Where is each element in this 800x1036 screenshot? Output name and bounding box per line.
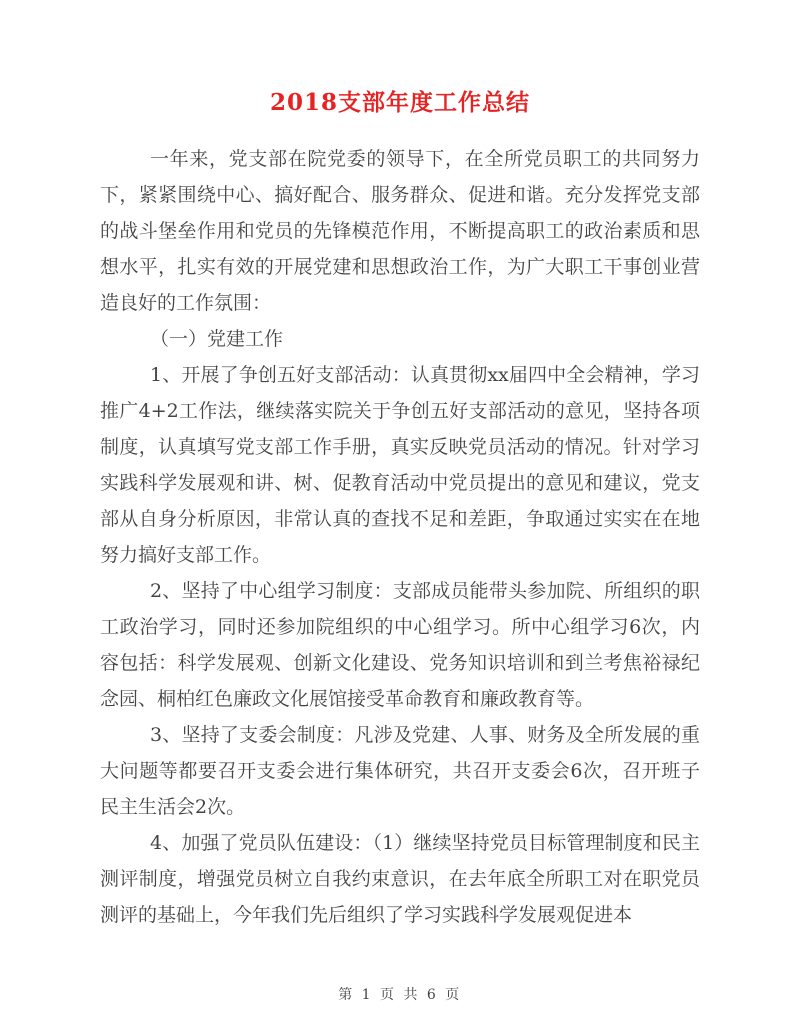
paragraph-item-1: 1、开展了争创五好支部活动：认真贯彻xx届四中全会精神，学习推广4+2工作法，继续落实院关于争创五好支部活动的意见，坚持各项制度，认真填写党支部工作手册，真实反映党员活动的情况。针对学习实践科学发展观和讲、树、促教育活动中党员提出的意见和建议，党支部从自身分析原因，非常认真的查找不足和差距，争取通过实实在在地努力搞好支部工作。 bbox=[100, 364, 700, 566]
section-heading-party-building: （一）党建工作 bbox=[150, 328, 284, 350]
paragraph-item-3: 3、坚持了支委会制度：凡涉及党建、人事、财务及全所发展的重大问题等都要召开支委会进行集体研究，共召开支委会6次，召开班子民主生活会2次。 bbox=[100, 724, 700, 818]
document-body bbox=[0, 141, 800, 933]
paragraph-item-2: 2、坚持了中心组学习制度：支部成员能带头参加院、所组织的职工政治学习，同时还参加院组织的中心组学习。所中心组学习6次，内容包括：科学发展观、创新文化建设、党务知识培训和到兰考焦裕禄纪念园、桐柏红色廉政文化展馆接受革命教育和廉政教育等。 bbox=[100, 580, 700, 710]
paragraph-intro: 一年来，党支部在院党委的领导下，在全所党员职工的共同努力下，紧紧围绕中心、搞好配合、服务群众、促进和谐。充分发挥党支部的战斗堡垒作用和党员的先锋模范作用，不断提高职工的政治素质和思想水平，扎实有效的开展党建和思想政治工作，为广大职工干事创业营造良好的工作氛围： bbox=[100, 148, 700, 314]
paragraph-item-4: 4、加强了党员队伍建设：（1）继续坚持党员目标管理制度和民主测评制度，增强党员树立自我约束意识，在去年底全所职工对在职党员测评的基础上，今年我们先后组织了学习实践科学发展观促进本 bbox=[100, 832, 700, 926]
page-footer: 第 1 页 共 6 页 bbox=[338, 987, 462, 1003]
document-title: 2018支部年度工作总结 bbox=[269, 89, 530, 116]
